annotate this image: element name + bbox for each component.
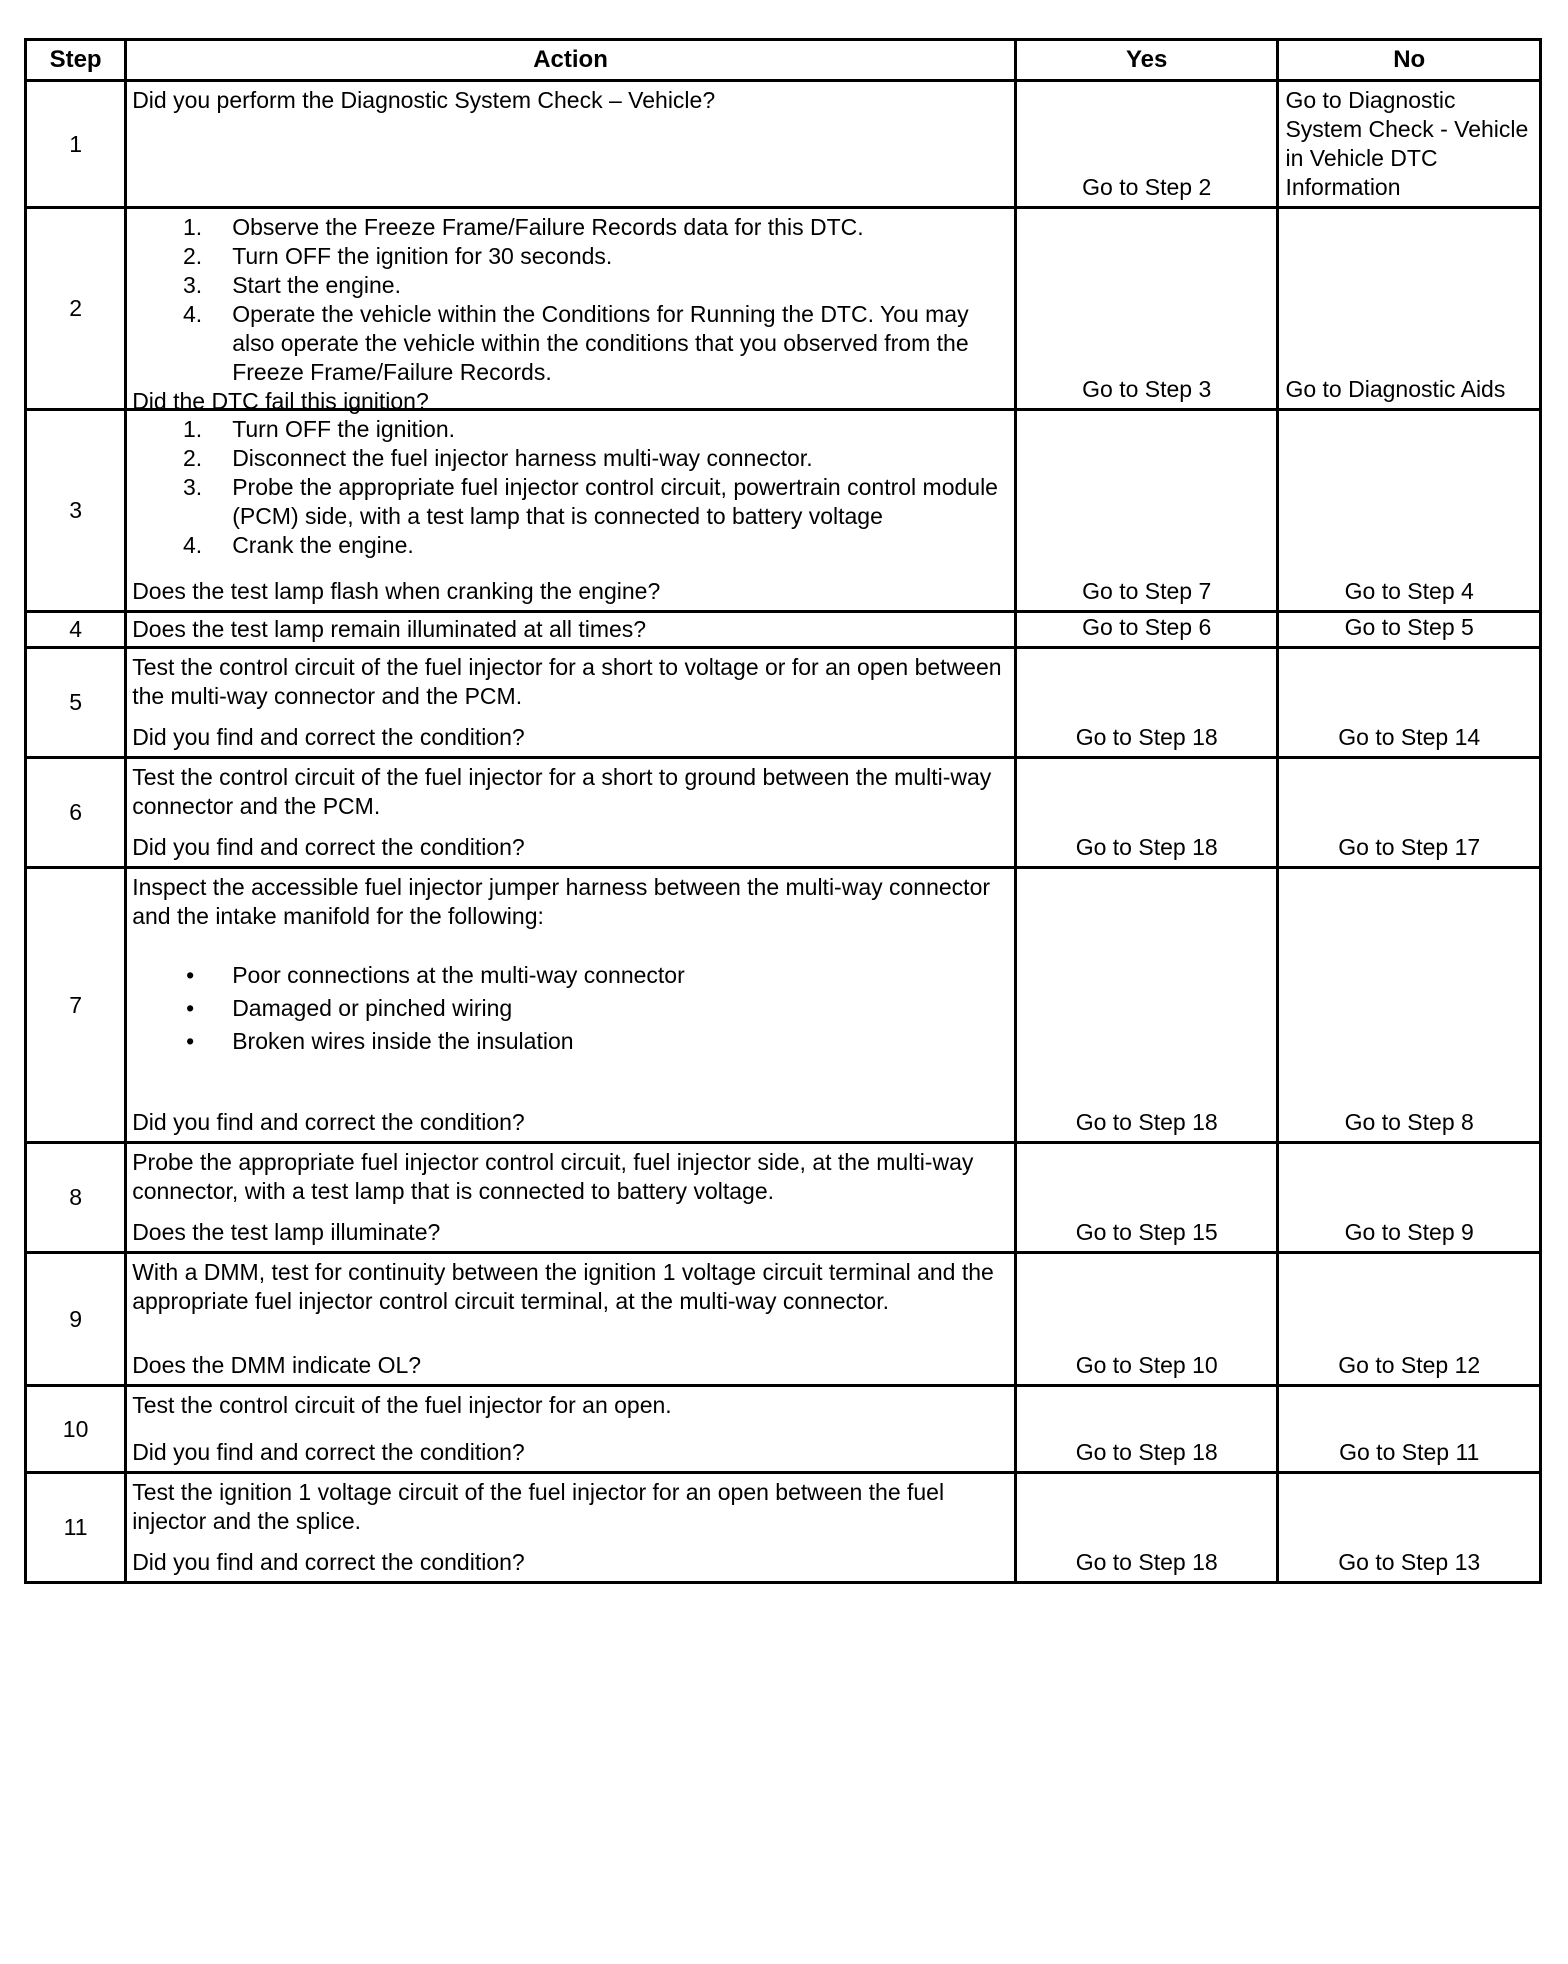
list-item	[132, 213, 1006, 242]
action-text: Test the control circuit of the fuel injector for an open.	[132, 1392, 672, 1418]
action-text: Probe the appropriate fuel injector control circuit, fuel injector side, at the multi-way connector, with a test lamp that is connected to battery voltage.	[132, 1149, 974, 1204]
yes-cell: Go to Step 6	[1015, 612, 1278, 648]
no-cell: Go to Diagnostic Aids	[1278, 208, 1541, 410]
yes-cell: Go to Step 18	[1015, 648, 1278, 758]
action-cell	[126, 758, 1016, 868]
table-row	[26, 612, 1541, 648]
list-item-text: Crank the engine.	[232, 532, 414, 558]
list-item-number: 1.	[183, 416, 203, 442]
action-text: With a DMM, test for continuity between the ignition 1 voltage circuit terminal and the appropriate fuel injector control circuit terminal, at the multi-way connector.	[132, 1259, 994, 1314]
list-item-number: 4.	[183, 301, 203, 327]
no-cell: Go to Step 14	[1278, 648, 1541, 758]
action-cell	[126, 81, 1016, 208]
no-cell: Go to Step 4	[1278, 410, 1541, 612]
bullet-text: Broken wires inside the insulation	[232, 1028, 574, 1054]
list-item	[132, 444, 1006, 473]
step-number: 11	[26, 1473, 126, 1583]
no-cell: Go to Step 5	[1278, 612, 1541, 648]
table-row	[26, 648, 1541, 758]
action-question: Does the test lamp illuminate?	[132, 1219, 441, 1245]
step-number: 1	[26, 81, 126, 208]
table-row	[26, 410, 1541, 612]
header-action: Action	[126, 40, 1016, 81]
action-text: Test the ignition 1 voltage circuit of the fuel injector for an open between the fuel injector and the splice.	[132, 1479, 945, 1534]
yes-cell: Go to Step 18	[1015, 1386, 1278, 1473]
yes-cell: Go to Step 10	[1015, 1253, 1278, 1386]
table-row	[26, 758, 1541, 868]
list-item-number: 1.	[183, 214, 203, 240]
table-row	[26, 81, 1541, 208]
list-item-number: 2.	[183, 243, 203, 269]
step-number: 5	[26, 648, 126, 758]
action-question: Did you find and correct the condition?	[132, 1109, 525, 1135]
table-row	[26, 208, 1541, 410]
list-item	[132, 415, 1006, 444]
table-row	[26, 1143, 1541, 1253]
header-row	[26, 40, 1541, 81]
table-row	[26, 1386, 1541, 1473]
action-text: Inspect the accessible fuel injector jumper harness between the multi-way connector and the intake manifold for the following:	[132, 874, 991, 929]
bullet-icon: •	[186, 1028, 195, 1054]
no-cell: Go to Step 11	[1278, 1386, 1541, 1473]
bullet-item	[132, 992, 1006, 1025]
list-item-number: 2.	[183, 445, 203, 471]
list-item	[132, 531, 1006, 560]
bullet-icon: •	[186, 995, 195, 1021]
header-yes: Yes	[1015, 40, 1278, 81]
diagnostic-table	[24, 38, 1542, 1584]
yes-cell: Go to Step 18	[1015, 758, 1278, 868]
action-cell	[126, 208, 1016, 414]
header-no: No	[1278, 40, 1541, 81]
no-cell: Go to Step 9	[1278, 1143, 1541, 1253]
bullet-list	[132, 959, 1006, 1058]
action-question: Did you find and correct the condition?	[132, 1439, 525, 1465]
list-item-text: Disconnect the fuel injector harness multi-way connector.	[232, 445, 813, 471]
no-cell: Go to Step 8	[1278, 868, 1541, 1143]
list-item-number: 3.	[183, 272, 203, 298]
action-text: Test the control circuit of the fuel injector for a short to voltage or for an open between the multi-way connector and the PCM.	[132, 654, 1002, 709]
action-cell	[126, 1143, 1016, 1253]
list-item-text: Probe the appropriate fuel injector control circuit, powertrain control module (PCM) side, with a test lamp that is connected to battery voltage	[232, 474, 998, 529]
table-row	[26, 1253, 1541, 1386]
step-number: 2	[26, 208, 126, 410]
table-row	[26, 1473, 1541, 1583]
list-item-number: 3.	[183, 474, 203, 500]
action-question: Did you find and correct the condition?	[132, 1549, 525, 1575]
step-number: 7	[26, 868, 126, 1143]
step-number: 10	[26, 1386, 126, 1473]
yes-cell: Go to Step 18	[1015, 868, 1278, 1143]
bullet-icon: •	[186, 962, 195, 988]
bullet-item	[132, 1025, 1006, 1058]
action-question: Did the DTC fail this ignition?	[132, 388, 429, 414]
action-cell	[126, 1253, 1016, 1386]
action-cell	[126, 410, 1016, 612]
bullet-item	[132, 959, 1006, 992]
step-number: 3	[26, 410, 126, 612]
step-number: 4	[26, 612, 126, 648]
bullet-text: Damaged or pinched wiring	[232, 995, 513, 1021]
yes-cell: Go to Step 15	[1015, 1143, 1278, 1253]
action-question: Does the DMM indicate OL?	[132, 1352, 422, 1378]
step-number: 6	[26, 758, 126, 868]
step-number: 9	[26, 1253, 126, 1386]
header-step: Step	[26, 40, 126, 81]
list-item-number: 4.	[183, 532, 203, 558]
action-text: Test the control circuit of the fuel injector for a short to ground between the multi-way connector and the PCM.	[132, 764, 992, 819]
list-item-text: Turn OFF the ignition for 30 seconds.	[232, 243, 613, 269]
list-item-text: Operate the vehicle within the Conditions for Running the DTC. You may also operate the vehicle within the conditions that you observed from the Freeze Frame/Failure Records.	[232, 301, 969, 385]
yes-cell: Go to Step 7	[1015, 410, 1278, 612]
no-cell: Go to Diagnostic System Check - Vehicle in Vehicle DTC Information	[1278, 81, 1541, 208]
action-cell	[126, 868, 1016, 1143]
list-item-text: Observe the Freeze Frame/Failure Records data for this DTC.	[232, 214, 864, 240]
action-text: Does the test lamp remain illuminated at all times?	[132, 616, 647, 642]
action-cell	[126, 1386, 1016, 1473]
action-cell	[126, 648, 1016, 758]
yes-cell: Go to Step 2	[1015, 81, 1278, 208]
step-number: 8	[26, 1143, 126, 1253]
list-item-text: Start the engine.	[232, 272, 401, 298]
list-item	[132, 271, 1006, 300]
bullet-text: Poor connections at the multi-way connector	[232, 962, 685, 988]
action-steps-list	[132, 415, 1006, 560]
action-question: Did you find and correct the condition?	[132, 724, 525, 750]
action-steps-list	[132, 213, 1006, 387]
table-row	[26, 868, 1541, 1143]
no-cell: Go to Step 12	[1278, 1253, 1541, 1386]
no-cell: Go to Step 17	[1278, 758, 1541, 868]
list-item	[132, 300, 1006, 387]
no-cell: Go to Step 13	[1278, 1473, 1541, 1583]
yes-cell: Go to Step 3	[1015, 208, 1278, 410]
list-item-text: Turn OFF the ignition.	[232, 416, 456, 442]
action-text: Did you perform the Diagnostic System Check – Vehicle?	[132, 87, 716, 113]
list-item	[132, 242, 1006, 271]
action-cell	[126, 612, 1016, 648]
action-question: Does the test lamp flash when cranking the engine?	[132, 578, 661, 604]
action-question: Did you find and correct the condition?	[132, 834, 525, 860]
yes-cell: Go to Step 18	[1015, 1473, 1278, 1583]
action-cell	[126, 1473, 1016, 1583]
list-item	[132, 473, 1006, 531]
